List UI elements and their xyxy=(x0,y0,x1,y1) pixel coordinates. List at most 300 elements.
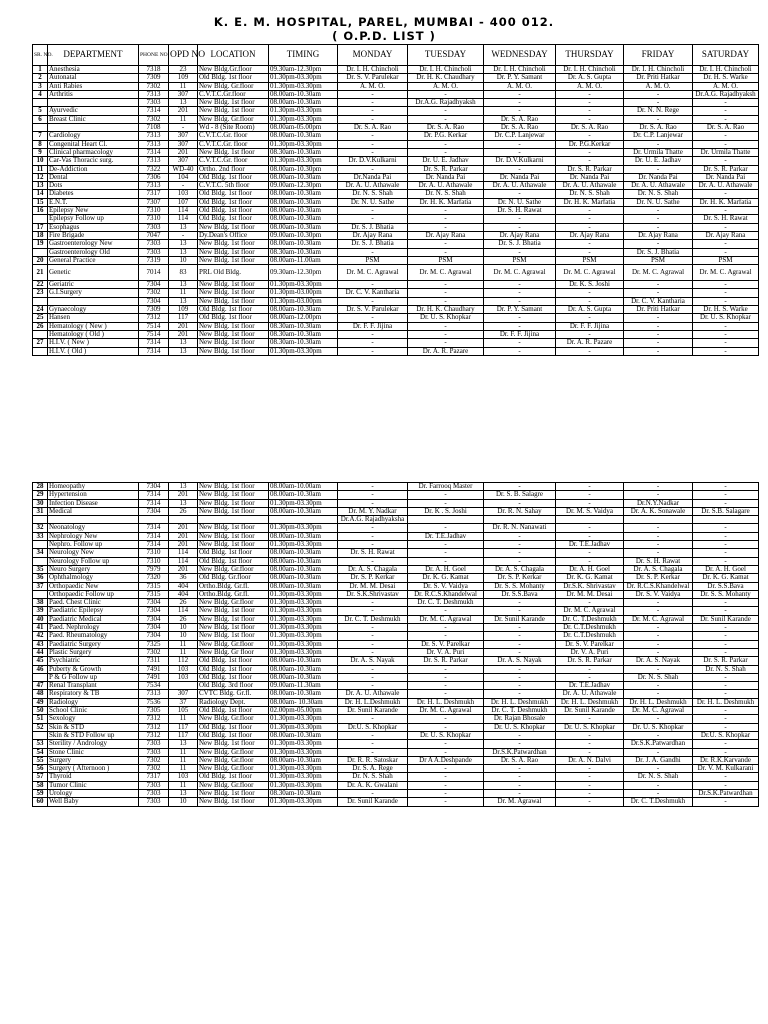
cell-timing: 01.30pm-03.30pm xyxy=(269,140,338,148)
cell-location: New Bldg. Gr.floor xyxy=(198,781,269,789)
cell-sr: 4 xyxy=(33,90,48,98)
cell-monday: - xyxy=(338,281,408,289)
cell-timing: 08.00am-10.30am xyxy=(269,565,338,573)
cell-saturday: Dr. Ajay Rana xyxy=(693,231,759,239)
cell-tuesday: Dr. K . S. Joshi xyxy=(408,507,484,515)
cell-tuesday: Dr. U. S. Khopkar xyxy=(408,314,484,322)
cell-tuesday: Dr. M. C. Agrawal xyxy=(408,615,484,623)
cell-timing: 01.30pm-03.30pm xyxy=(269,74,338,82)
cell-wednesday: - xyxy=(484,690,556,698)
cell-friday: Dr. S. V. Vaidya xyxy=(624,590,693,598)
cell-location: New Bldg. 1st floor xyxy=(198,99,269,107)
cell-phone: 7317 xyxy=(139,190,169,198)
table-row xyxy=(33,640,759,648)
cell-thursday: Dr. P.G.Kerkar xyxy=(556,140,624,148)
cell-thursday: Dr. S. V. Parelkar xyxy=(556,640,624,648)
cell-wednesday: - xyxy=(484,248,556,256)
cell-wednesday: - xyxy=(484,632,556,640)
cell-timing: 01.30pm-03.30pm xyxy=(269,82,338,90)
cell-timing: 02.00pm-05.00pm xyxy=(269,707,338,715)
cell-opd: 201 xyxy=(169,491,198,499)
cell-location: New Bldg. Gr.floor xyxy=(198,599,269,607)
cell-wednesday: Dr. S. A. Rao xyxy=(484,115,556,123)
cell-friday: - xyxy=(624,549,693,557)
cell-sr xyxy=(33,347,48,355)
col-wednesday: WEDNESDAY xyxy=(484,45,556,66)
cell-opd: 13 xyxy=(169,499,198,507)
cell-sr: 30 xyxy=(33,499,48,507)
cell-friday: A. M. O. xyxy=(624,82,693,90)
cell-location: New Bldg. Gr.floor xyxy=(198,640,269,648)
cell-phone: 7313 xyxy=(139,182,169,190)
cell-sr: 13 xyxy=(33,182,48,190)
cell-thursday: - xyxy=(556,599,624,607)
cell-opd: 109 xyxy=(169,306,198,314)
cell-saturday: - xyxy=(693,781,759,789)
cell-thursday: Dr. V. A. Puri xyxy=(556,648,624,656)
cell-thursday: Dr. A. H. Goel xyxy=(556,565,624,573)
cell-location: New Bldg. 1st floor xyxy=(198,524,269,532)
cell-saturday: - xyxy=(693,99,759,107)
cell-opd: 11 xyxy=(169,748,198,756)
cell-wednesday: Dr. P. Y. Samant xyxy=(484,74,556,82)
cell-thursday: - xyxy=(556,781,624,789)
cell-monday: - xyxy=(338,532,408,540)
table-row xyxy=(33,289,759,297)
cell-timing: 01.30pm-03.30pm xyxy=(269,615,338,623)
cell-thursday: A. M. O. xyxy=(556,82,624,90)
cell-phone: 7304 xyxy=(139,297,169,305)
cell-saturday: - xyxy=(693,748,759,756)
cell-location: Old Bldg. 1st floor xyxy=(198,207,269,215)
cell-tuesday: Dr. K. G. Kamat xyxy=(408,574,484,582)
cell-friday: PSM xyxy=(624,256,693,264)
cell-monday: Dr. A. S. Nayak xyxy=(338,657,408,665)
cell-tuesday: - xyxy=(408,248,484,256)
cell-sr: 10 xyxy=(33,157,48,165)
cell-phone: 7304 xyxy=(139,615,169,623)
cell-thursday: Dr. Ajay Rana xyxy=(556,231,624,239)
cell-friday: - xyxy=(624,532,693,540)
cell-wednesday: - xyxy=(484,107,556,115)
cell-department: Respiratory & TB xyxy=(48,690,139,698)
cell-location: New Bldg. 1st floor xyxy=(198,289,269,297)
cell-department: Car-Vas Thoracic surg. xyxy=(48,157,139,165)
cell-sr: 44 xyxy=(33,648,48,656)
cell-phone: 7514 xyxy=(139,322,169,330)
cell-friday: - xyxy=(624,223,693,231)
cell-monday: Dr. S. J. Bhatia xyxy=(338,223,408,231)
cell-department: Genetic xyxy=(48,265,139,281)
cell-timing: 01.30pm-03.30pm xyxy=(269,765,338,773)
cell-wednesday: - xyxy=(484,781,556,789)
cell-location: New Bldg. 1st floor xyxy=(198,798,269,806)
cell-department: Renal Transplant xyxy=(48,682,139,690)
cell-friday: - xyxy=(624,781,693,789)
cell-thursday: Dr. K. S. Joshi xyxy=(556,281,624,289)
cell-sr: 56 xyxy=(33,765,48,773)
cell-tuesday: Dr. S. R. Parkar xyxy=(408,165,484,173)
cell-tuesday: Dr. M. C. Agrawal xyxy=(408,265,484,281)
cell-opd: 13 xyxy=(169,483,198,491)
cell-opd: 117 xyxy=(169,314,198,322)
cell-location: C.V.T.C.Gr. floor xyxy=(198,157,269,165)
cell-opd: WD-40 xyxy=(169,165,198,173)
col-friday: FRIDAY xyxy=(624,45,693,66)
cell-phone: 7303 xyxy=(139,781,169,789)
cell-opd: 307 xyxy=(169,157,198,165)
cell-wednesday: - xyxy=(484,541,556,549)
cell-department: De-Addiction xyxy=(48,165,139,173)
cell-location: New Bldg. 1st floor xyxy=(198,223,269,231)
cell-wednesday: - xyxy=(484,165,556,173)
cell-department: H.I.V. ( Old ) xyxy=(48,347,139,355)
cell-monday: - xyxy=(338,297,408,305)
cell-thursday: - xyxy=(556,524,624,532)
cell-saturday: - xyxy=(693,624,759,632)
cell-timing: 08.00am-10.30am xyxy=(269,690,338,698)
cell-location: PRL Old Bldg. xyxy=(198,265,269,281)
cell-wednesday: Dr. N. U. Sathe xyxy=(484,198,556,206)
cell-location: Wd - 8 (Site Room) xyxy=(198,124,269,132)
cell-timing: 01.30pm-03.30pm xyxy=(269,624,338,632)
cell-phone: 7534 xyxy=(139,682,169,690)
table-row xyxy=(33,90,759,98)
cell-opd: 13 xyxy=(169,297,198,305)
cell-monday: Dr. Sunil Karande xyxy=(338,707,408,715)
cell-wednesday: - xyxy=(484,140,556,148)
cell-sr: 24 xyxy=(33,306,48,314)
cell-wednesday: - xyxy=(484,731,556,739)
cell-sr: 18 xyxy=(33,231,48,239)
cell-phone: 7310 xyxy=(139,215,169,223)
cell-department: Neurology New xyxy=(48,549,139,557)
cell-tuesday: - xyxy=(408,557,484,565)
cell-sr: 23 xyxy=(33,289,48,297)
cell-timing: 08.30am-10.30am xyxy=(269,322,338,330)
cell-friday: Dr.N.Y.Nadkar xyxy=(624,499,693,507)
cell-department: School Clinic xyxy=(48,707,139,715)
cell-opd: 13 xyxy=(169,281,198,289)
cell-timing: 08.00am-10.30am xyxy=(269,532,338,540)
cell-thursday: Dr. C.T.Deshmukh xyxy=(556,624,624,632)
cell-tuesday: Dr. H. K. Marfatia xyxy=(408,198,484,206)
cell-saturday: - xyxy=(693,723,759,731)
cell-location: Old Bldg. 1st floor xyxy=(198,673,269,681)
cell-tuesday: - xyxy=(408,322,484,330)
cell-monday: - xyxy=(338,632,408,640)
cell-monday: PSM xyxy=(338,256,408,264)
cell-sr: 59 xyxy=(33,789,48,797)
cell-sr: 16 xyxy=(33,207,48,215)
table-row xyxy=(33,549,759,557)
cell-wednesday: - xyxy=(484,499,556,507)
cell-department: Radiology xyxy=(48,698,139,706)
cell-phone: 7310 xyxy=(139,557,169,565)
cell-saturday: Dr. M. C. Agrawal xyxy=(693,265,759,281)
cell-department: Geriatric xyxy=(48,281,139,289)
cell-friday: Dr. H. L. Deshmukh xyxy=(624,698,693,706)
cell-phone: 7314 xyxy=(139,499,169,507)
cell-department: Fire Brigade xyxy=(48,231,139,239)
cell-opd: 201 xyxy=(169,524,198,532)
cell-monday: - xyxy=(338,148,408,156)
cell-opd: 201 xyxy=(169,565,198,573)
cell-sr: 19 xyxy=(33,240,48,248)
cell-sr: 48 xyxy=(33,690,48,698)
cell-location: New Bldg. 1st floor xyxy=(198,240,269,248)
cell-sr: 22 xyxy=(33,281,48,289)
cell-thursday: - xyxy=(556,148,624,156)
cell-saturday: - xyxy=(693,281,759,289)
cell-wednesday: Dr. D.V.Kulkarni xyxy=(484,157,556,165)
cell-timing: 01.30pm-03.30pm xyxy=(269,773,338,781)
cell-friday: Dr. A. K. Sonawale xyxy=(624,507,693,515)
cell-department: Sterility / Andrology xyxy=(48,740,139,748)
cell-thursday: Dr.S.K. Shrivastav xyxy=(556,582,624,590)
cell-saturday: - xyxy=(693,207,759,215)
cell-timing: 08.00am-10.30am xyxy=(269,665,338,673)
cell-thursday: Dr. M. S. Vaidya xyxy=(556,507,624,515)
cell-monday: - xyxy=(338,541,408,549)
cell-friday: - xyxy=(624,541,693,549)
cell-saturday: - xyxy=(693,297,759,305)
cell-tuesday: A. M. O. xyxy=(408,82,484,90)
cell-department: Infection Disease xyxy=(48,499,139,507)
cell-department: Puberty & Growth xyxy=(48,665,139,673)
cell-sr: 37 xyxy=(33,582,48,590)
cell-timing: 01.30pm-03.30pm xyxy=(269,499,338,507)
cell-opd: 13 xyxy=(169,347,198,355)
cell-opd: 201 xyxy=(169,541,198,549)
cell-location: New Bldg. Gr.floor xyxy=(198,765,269,773)
cell-timing: 08.00am-10.30am xyxy=(269,173,338,181)
cell-friday: Dr. N. S. Shah xyxy=(624,673,693,681)
cell-timing: 08.00am-10.30am xyxy=(269,582,338,590)
cell-department: Gastroenterology New xyxy=(48,240,139,248)
cell-timing: 01.30pm-03.30pm xyxy=(269,281,338,289)
cell-monday: Dr. A. U. Athawale xyxy=(338,690,408,698)
cell-location: New Bldg. 1st floor xyxy=(198,347,269,355)
cell-wednesday: Dr. Rajan Bhosale xyxy=(484,715,556,723)
table-row xyxy=(33,265,759,281)
cell-friday: - xyxy=(624,99,693,107)
cell-timing: 01.30pm-03.30pm xyxy=(269,632,338,640)
cell-monday: Dr. Sunil Karande xyxy=(338,798,408,806)
cell-thursday: Dr. A. U. Athawale xyxy=(556,182,624,190)
cell-thursday: - xyxy=(556,715,624,723)
cell-sr: 33 xyxy=(33,532,48,540)
cell-wednesday: Dr. M. C. Agrawal xyxy=(484,265,556,281)
cell-saturday: Dr.A.G. Rajadhyaksh xyxy=(693,90,759,98)
cell-timing: 01.30pm-03.00pm xyxy=(269,297,338,305)
cell-saturday: Dr. V. M. Kulkarani xyxy=(693,765,759,773)
cell-timing: 08.00am-12.00pm xyxy=(269,314,338,322)
cell-sr xyxy=(33,215,48,223)
cell-timing: 08.30am-10.30am xyxy=(269,248,338,256)
cell-friday: - xyxy=(624,281,693,289)
page-subtitle: ( O.P.D. LIST ) xyxy=(332,29,436,43)
cell-monday: Dr. S. H. Rawat xyxy=(338,549,408,557)
cell-wednesday: - xyxy=(484,223,556,231)
cell-opd: 112 xyxy=(169,657,198,665)
cell-location: Old Bldg. 1st floor xyxy=(198,657,269,665)
cell-tuesday: - xyxy=(408,90,484,98)
cell-phone: 7304 xyxy=(139,607,169,615)
cell-wednesday: - xyxy=(484,640,556,648)
cell-thursday: Dr. S. A. Rao xyxy=(556,124,624,132)
cell-wednesday: - xyxy=(484,215,556,223)
cell-location: New Bldg. 1st floor xyxy=(198,507,269,515)
cell-phone: 7303 xyxy=(139,240,169,248)
cell-location: Old Bldg. 1st floor xyxy=(198,314,269,322)
cell-location: Old Bldg. 1st floor xyxy=(198,557,269,565)
cell-phone: 7313 xyxy=(139,690,169,698)
cell-phone: 7491 xyxy=(139,673,169,681)
table-row xyxy=(33,240,759,248)
cell-location: New Bldg. Gr.floor xyxy=(198,565,269,573)
table-row xyxy=(33,306,759,314)
cell-tuesday: - xyxy=(408,541,484,549)
cell-timing: 08.00am-11.00am xyxy=(269,256,338,264)
cell-sr: 17 xyxy=(33,223,48,231)
col-opd: OPD NO xyxy=(169,45,198,66)
cell-department: Hematology ( New ) xyxy=(48,322,139,330)
cell-friday: Dr. M. C. Agrawal xyxy=(624,265,693,281)
cell-location: Old Bldg. 3rd floor xyxy=(198,682,269,690)
cell-sr: 21 xyxy=(33,265,48,281)
cell-wednesday: - xyxy=(484,347,556,355)
cell-opd: 201 xyxy=(169,107,198,115)
cell-timing: 08.00am-10.30am xyxy=(269,557,338,565)
cell-sr: 3 xyxy=(33,82,48,90)
cell-monday: Dr. S. J. Bhatia xyxy=(338,240,408,248)
cell-location: Old Bldg. 1st floor xyxy=(198,665,269,673)
cell-friday: Dr. C.P. Lanjewar xyxy=(624,132,693,140)
cell-sr: 1 xyxy=(33,66,48,74)
cell-thursday: - xyxy=(556,731,624,739)
col-location: LOCATION xyxy=(198,45,269,66)
cell-department: H.I.V. ( New ) xyxy=(48,339,139,347)
cell-friday: - xyxy=(624,632,693,640)
cell-location: New Bldg. 1st floor xyxy=(198,632,269,640)
cell-friday: - xyxy=(624,524,693,532)
cell-friday: - xyxy=(624,322,693,330)
cell-sr: 57 xyxy=(33,773,48,781)
cell-opd: 36 xyxy=(169,574,198,582)
cell-department: Anesthesia xyxy=(48,66,139,74)
cell-thursday: - xyxy=(556,107,624,115)
cell-tuesday: Dr. A. R. Pazare xyxy=(408,347,484,355)
cell-timing: 01.30pm-03.30pm xyxy=(269,599,338,607)
cell-monday: - xyxy=(338,557,408,565)
cell-saturday: Dr. Nanda Pai xyxy=(693,173,759,181)
cell-monday: Dr. A. U. Athawale xyxy=(338,182,408,190)
cell-opd: 10 xyxy=(169,798,198,806)
cell-department: Skin & STD Follow up xyxy=(48,731,139,739)
cell-thursday: - xyxy=(556,798,624,806)
cell-timing: 09.30am-12.30pm xyxy=(269,66,338,74)
cell-timing: 08.00am-10.30am xyxy=(269,240,338,248)
cell-sr: 41 xyxy=(33,624,48,632)
cell-friday: - xyxy=(624,207,693,215)
cell-wednesday: - xyxy=(484,607,556,615)
cell-tuesday: Dr. Nanda Pai xyxy=(408,173,484,181)
table-row xyxy=(33,715,759,723)
cell-sr: 20 xyxy=(33,256,48,264)
cell-tuesday: - xyxy=(408,330,484,338)
cell-department: Stone Clinic xyxy=(48,748,139,756)
cell-friday: Dr. S. P. Kerkar xyxy=(624,574,693,582)
cell-monday: - xyxy=(338,347,408,355)
cell-wednesday: Dr. S. A. Rao xyxy=(484,124,556,132)
cell-friday: - xyxy=(624,483,693,491)
cell-timing: 08.00am-10.30am xyxy=(269,731,338,739)
page-title: K. E. M. HOSPITAL, PAREL, MUMBAI - 400 012. xyxy=(213,15,555,29)
cell-monday: Dr. Ajay Rana xyxy=(338,231,408,239)
cell-tuesday: Dr. U. E. Jadhav xyxy=(408,157,484,165)
cell-thursday: - xyxy=(556,665,624,673)
col-thursday: THURSDAY xyxy=(556,45,624,66)
cell-thursday: - xyxy=(556,115,624,123)
cell-saturday: - xyxy=(693,223,759,231)
cell-tuesday: - xyxy=(408,665,484,673)
cell-sr: 54 xyxy=(33,748,48,756)
cell-saturday: - xyxy=(693,499,759,507)
cell-phone: 7312 xyxy=(139,314,169,322)
cell-location: New Bldg. 1st floor xyxy=(198,541,269,549)
cell-department: Tumor Clinic xyxy=(48,781,139,789)
cell-phone: 7318 xyxy=(139,66,169,74)
cell-wednesday: Dr. H. L. Deshmukh xyxy=(484,698,556,706)
cell-department: Hematology ( Old ) xyxy=(48,330,139,338)
table-row xyxy=(33,248,759,256)
cell-opd: 307 xyxy=(169,140,198,148)
cell-tuesday: - xyxy=(408,607,484,615)
cell-timing: 01.30pm-03.30pm xyxy=(269,590,338,598)
cell-location: Old Bldg. 1st floor xyxy=(198,190,269,198)
cell-friday: Dr. A. S. Chagala xyxy=(624,565,693,573)
cell-sr: 27 xyxy=(33,339,48,347)
cell-department: Paediatric Epilepsy xyxy=(48,607,139,615)
cell-wednesday: - xyxy=(484,532,556,540)
cell-thursday: - xyxy=(556,297,624,305)
cell-thursday: - xyxy=(556,132,624,140)
cell-opd: 10 xyxy=(169,632,198,640)
cell-department: Surgery ( Afternoon ) xyxy=(48,765,139,773)
cell-monday: Dr. N. U. Sathe xyxy=(338,198,408,206)
table-row xyxy=(33,756,759,764)
cell-saturday: - xyxy=(693,640,759,648)
cell-timing: 01.30pm-03.30pm xyxy=(269,748,338,756)
cell-friday: - xyxy=(624,314,693,322)
table-row xyxy=(33,624,759,632)
cell-sr: 40 xyxy=(33,615,48,623)
cell-phone: 7304 xyxy=(139,632,169,640)
cell-saturday: - xyxy=(693,190,759,198)
cell-opd: 114 xyxy=(169,215,198,223)
table-row xyxy=(33,773,759,781)
cell-opd: 11 xyxy=(169,765,198,773)
cell-thursday: Dr. T.E.Jadhav xyxy=(556,541,624,549)
cell-opd: 11 xyxy=(169,781,198,789)
cell-timing: 01.30pm-03.30pm xyxy=(269,648,338,656)
cell-sr: 14 xyxy=(33,190,48,198)
cell-location: New Bldg. 1st floor xyxy=(198,615,269,623)
cell-monday: Dr. S. P. Kerkar xyxy=(338,574,408,582)
table-row xyxy=(33,207,759,215)
cell-wednesday: Dr. A. S. Chagala xyxy=(484,565,556,573)
